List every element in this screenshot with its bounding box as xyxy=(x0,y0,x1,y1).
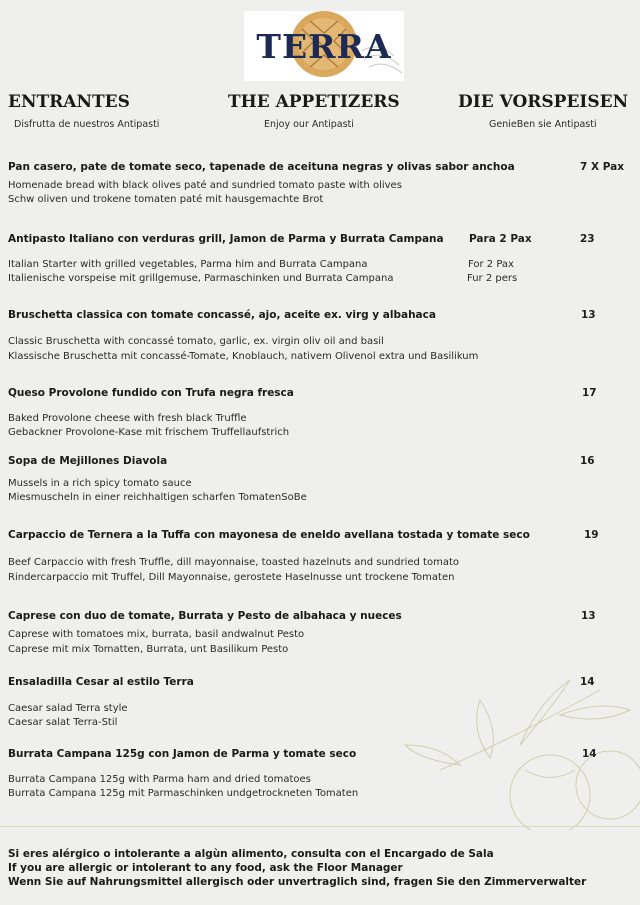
item-title: Burrata Campana 125g con Jamon de Parma y tomate seco xyxy=(8,748,357,760)
allergy-notice-es: Si eres alérgico o intolerante a algùn alimento, consulta con el Encargado de Sala xyxy=(8,848,494,860)
logo-text: TERRA xyxy=(256,27,392,66)
item-price: 13 xyxy=(581,309,596,321)
subheading-spanish: Disfrutta de nuestros Antipasti xyxy=(14,119,160,130)
item-description-de: Gebackner Provolone-Kase mit frischem Truffellaufstrich xyxy=(8,427,290,438)
footer-divider xyxy=(0,826,640,827)
item-description-en: Caesar salad Terra style xyxy=(8,703,128,714)
item-price: 13 xyxy=(581,610,596,622)
item-price: 7 X Pax xyxy=(580,161,624,173)
allergy-notice-de: Wenn Sie auf Nahrungsmittel allergisch oder unvertraglich sind, fragen Sie den Zimmerverwalter xyxy=(8,876,587,888)
item-description-de: Caprese mit mix Tomatten, Burrata, unt Basilikum Pesto xyxy=(8,644,289,655)
subheading-german: GenieBen sie Antipasti xyxy=(489,119,597,130)
item-title: Ensaladilla Cesar al estilo Terra xyxy=(8,676,194,688)
item-description-de: Italienische vorspeise mit grillgemuse, Parmaschinken und Burrata Campana xyxy=(8,273,394,284)
item-description-de: Klassische Bruschetta mit concassé-Tomate, Knoblauch, nativem Olivenol extra und Basilikum xyxy=(8,351,479,362)
item-description-de: Caesar salat Terra-Stil xyxy=(8,717,118,728)
item-description-en: Mussels in a rich spicy tomato sauce xyxy=(8,478,192,489)
terra-logo xyxy=(244,11,404,81)
item-title: Caprese con duo de tomate, Burrata y Pesto de albahaca y nueces xyxy=(8,610,402,622)
item-description-en: Burrata Campana 125g with Parma ham and dried tomatoes xyxy=(8,774,311,785)
item-title: Pan casero, pate de tomate seco, tapenade de aceituna negras y olivas sabor anchoa xyxy=(8,161,515,173)
item-title: Bruschetta classica con tomate concassé, ajo, aceite ex. virg y albahaca xyxy=(8,309,436,321)
item-price: 14 xyxy=(580,676,595,688)
item-serving-de: Fur 2 pers xyxy=(467,273,518,284)
heading-appetizers: THE APPETIZERS xyxy=(228,92,400,112)
item-serving-en: For 2 Pax xyxy=(468,259,514,270)
item-description-en: Homenade bread with black olives paté and sundried tomato paste with olives xyxy=(8,180,402,191)
item-description-de: Schw oliven und trokene tomaten paté mit hausgemachte Brot xyxy=(8,194,324,205)
heading-entrantes: ENTRANTES xyxy=(8,92,130,112)
item-description-de: Rindercarpaccio mit Truffel, Dill Mayonnaise, gerostete Haselnusse unt trockene Tomaten xyxy=(8,572,455,583)
item-price: 23 xyxy=(580,233,595,245)
item-price: 17 xyxy=(582,387,597,399)
item-title: Antipasto Italiano con verduras grill, Jamon de Parma y Burrata Campana xyxy=(8,233,444,245)
item-title: Carpaccio de Ternera a la Tuffa con mayonesa de eneldo avellana tostada y tomate seco xyxy=(8,529,530,541)
item-description-en: Classic Bruschetta with concassé tomato, garlic, ex. virgin oliv oil and basil xyxy=(8,336,384,347)
item-description-de: Miesmuscheln in einer reichhaltigen scharfen TomatenSoBe xyxy=(8,492,307,503)
item-description-en: Italian Starter with grilled vegetables, Parma him and Burrata Campana xyxy=(8,259,368,270)
subheading-english: Enjoy our Antipasti xyxy=(264,119,354,130)
item-description-de: Burrata Campana 125g mit Parmaschinken undgetrockneten Tomaten xyxy=(8,788,359,799)
item-price: 16 xyxy=(580,455,595,467)
item-title: Queso Provolone fundido con Trufa negra fresca xyxy=(8,387,294,399)
item-description-en: Beef Carpaccio with fresh Truffle, dill mayonnaise, toasted hazelnuts and sundried tomato xyxy=(8,557,460,568)
item-title: Sopa de Mejillones Diavola xyxy=(8,455,168,467)
item-serving-size: Para 2 Pax xyxy=(469,233,532,245)
item-description-en: Caprese with tomatoes mix, burrata, basil andwalnut Pesto xyxy=(8,629,305,640)
item-description-en: Baked Provolone cheese with fresh black Truffle xyxy=(8,413,247,424)
allergy-notice-en: If you are allergic or intolerant to any food, ask the Floor Manager xyxy=(8,862,403,874)
heading-vorspeisen: DIE VORSPEISEN xyxy=(458,92,629,112)
item-price: 19 xyxy=(584,529,599,541)
item-price: 14 xyxy=(582,748,597,760)
lemon-branch-illustration-icon xyxy=(400,670,640,830)
